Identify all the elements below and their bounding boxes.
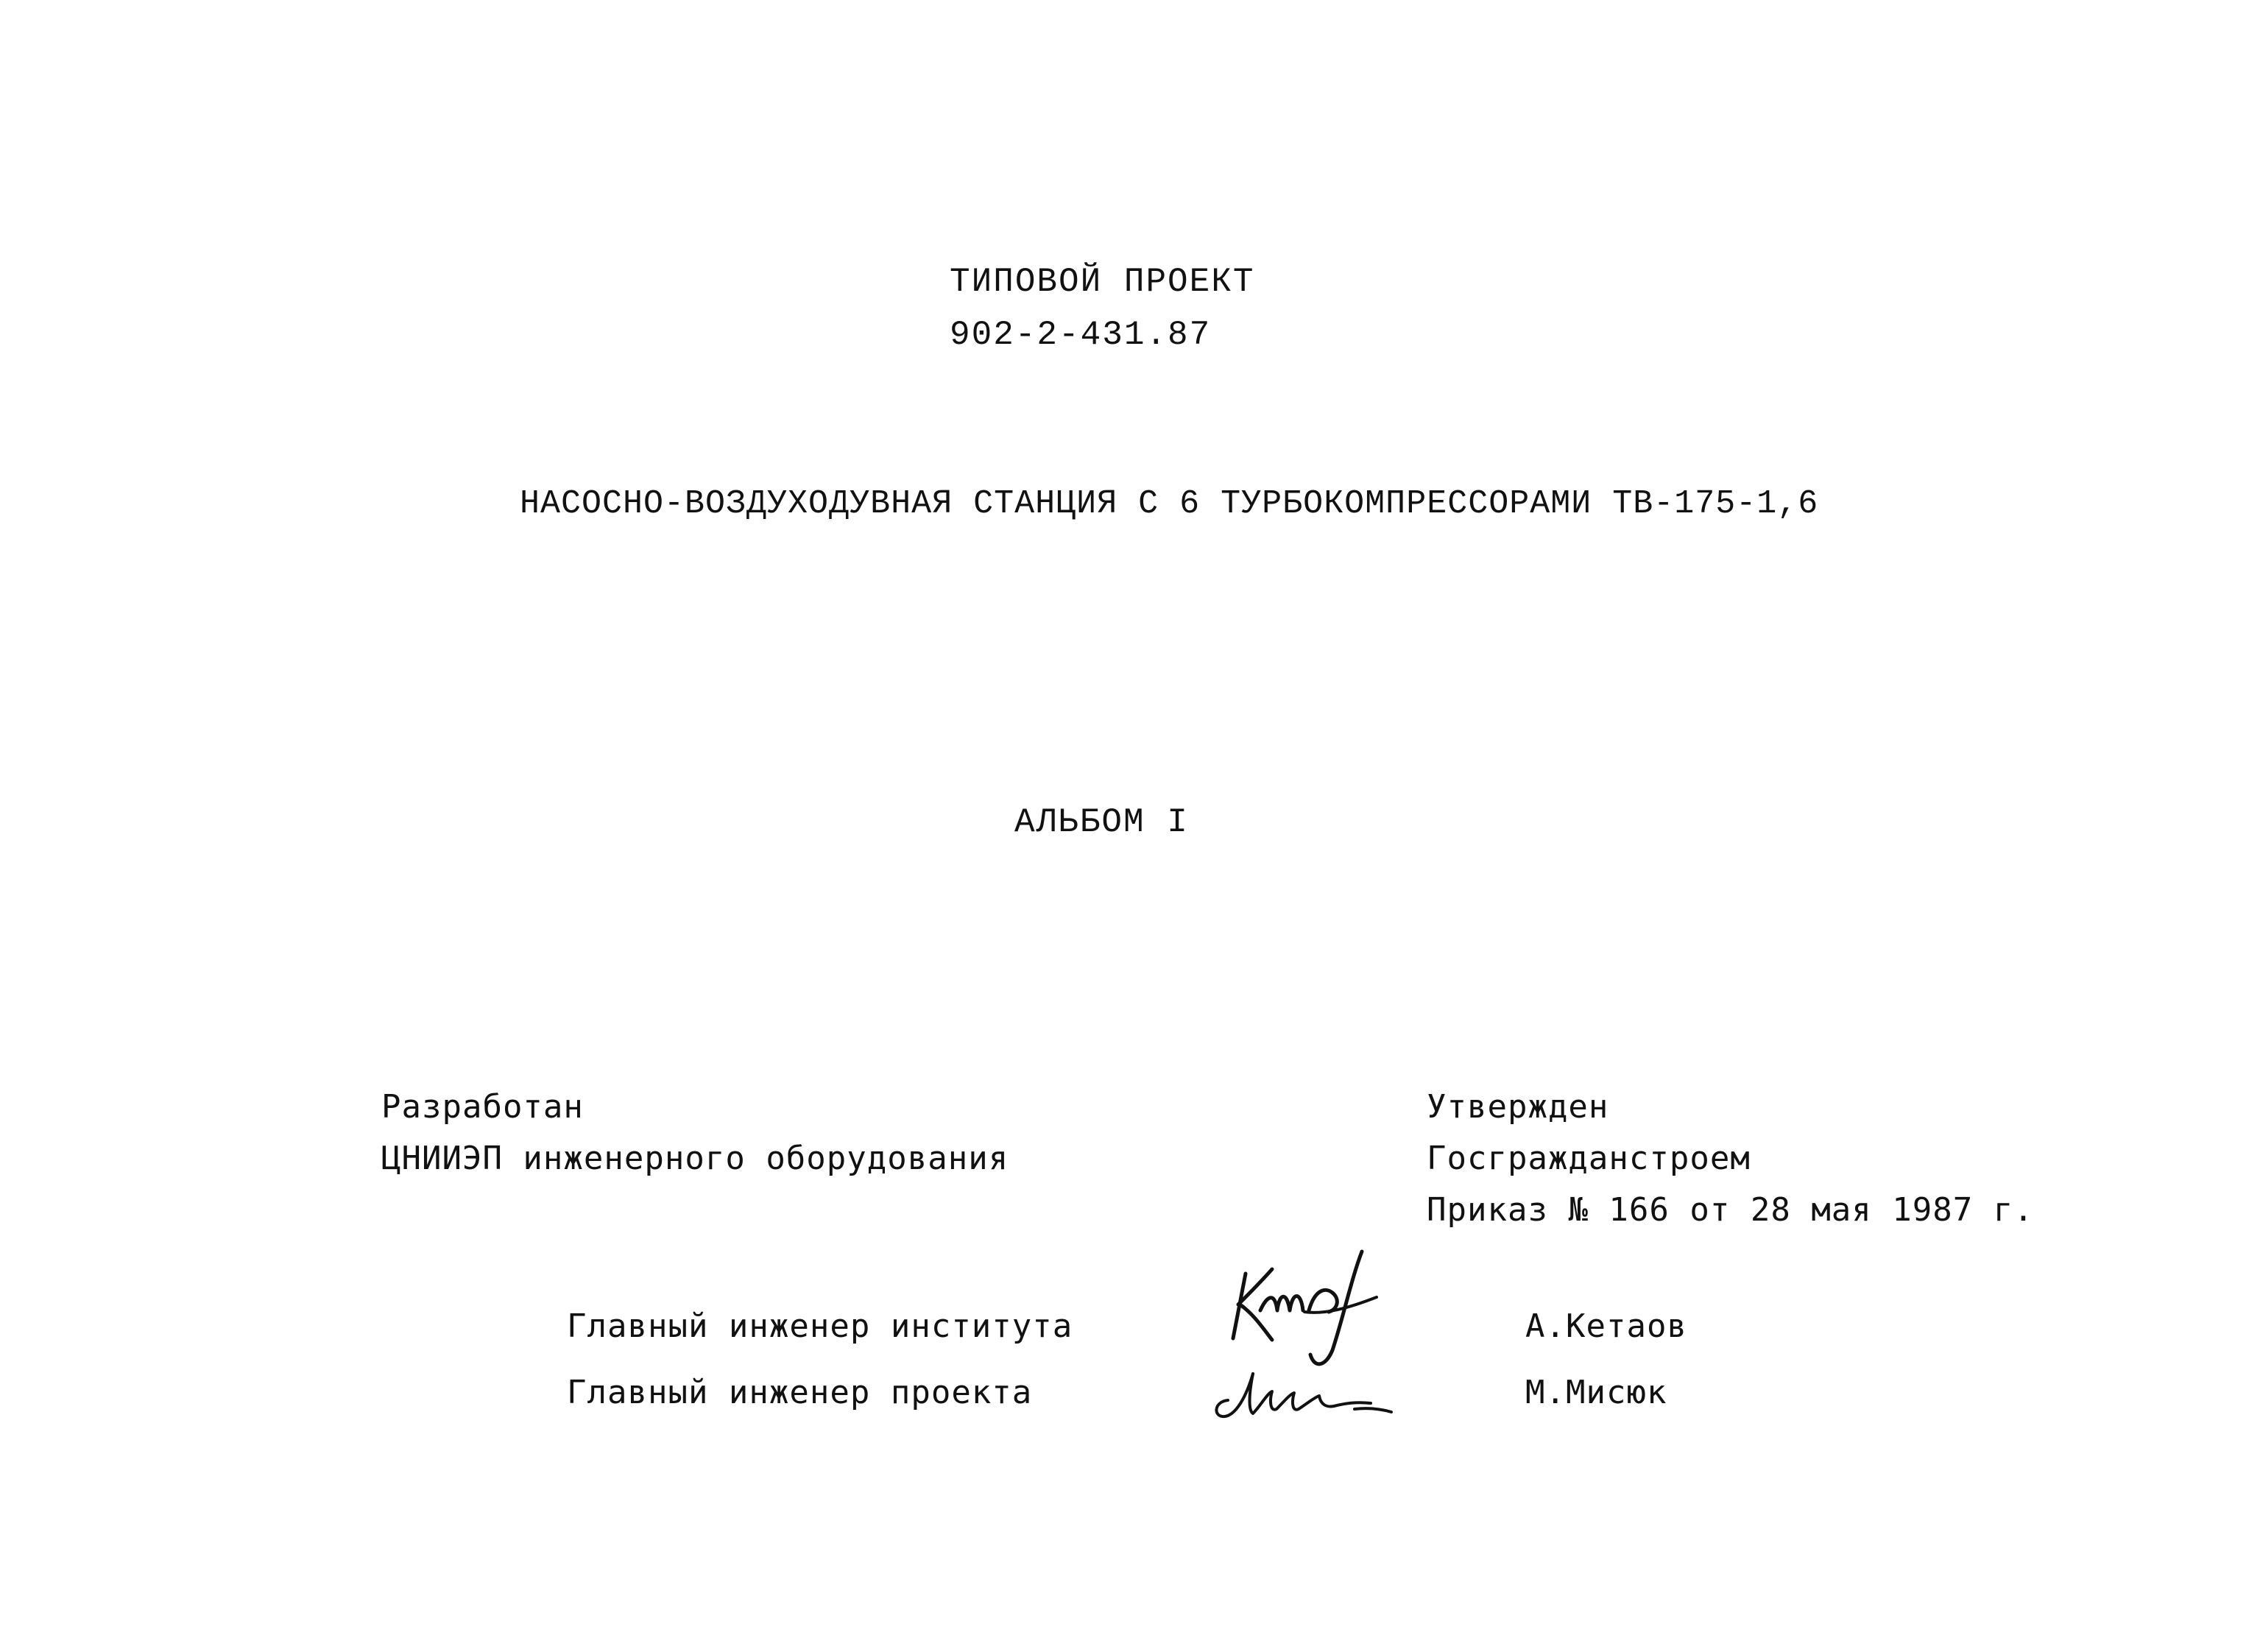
institute-chief-engineer-role: Главный инженер института [567,1307,1073,1345]
album-label: АЛЬБОМ I [1014,803,1189,841]
institute-chief-engineer-signature [1207,1222,1428,1369]
project-chief-engineer-role: Главный инженер проекта [567,1374,1033,1411]
developed-label: Разработан [381,1088,584,1126]
approved-label: Утвержден [1427,1088,1609,1126]
project-type: ТИПОВОЙ ПРОЕКТ [950,263,1255,301]
approval-order: Приказ № 166 от 28 мая 1987 г. [1427,1191,2034,1229]
project-number: 902-2-431.87 [950,316,1212,354]
project-chief-engineer-name: М.Мисюк [1525,1374,1667,1411]
document-title: НАСОСНО-ВОЗДУХОДУВНАЯ СТАНЦИЯ С 6 ТУРБОКОМПРЕССОРАМИ ТВ-175-1,6 [520,485,1819,523]
project-chief-engineer-signature [1200,1356,1406,1430]
developer-organization: ЦНИИЭП инженерного оборудования [381,1140,1009,1177]
approving-authority: Госгражданстроем [1427,1140,1751,1177]
institute-chief-engineer-name: А.Кетаов [1525,1307,1687,1345]
